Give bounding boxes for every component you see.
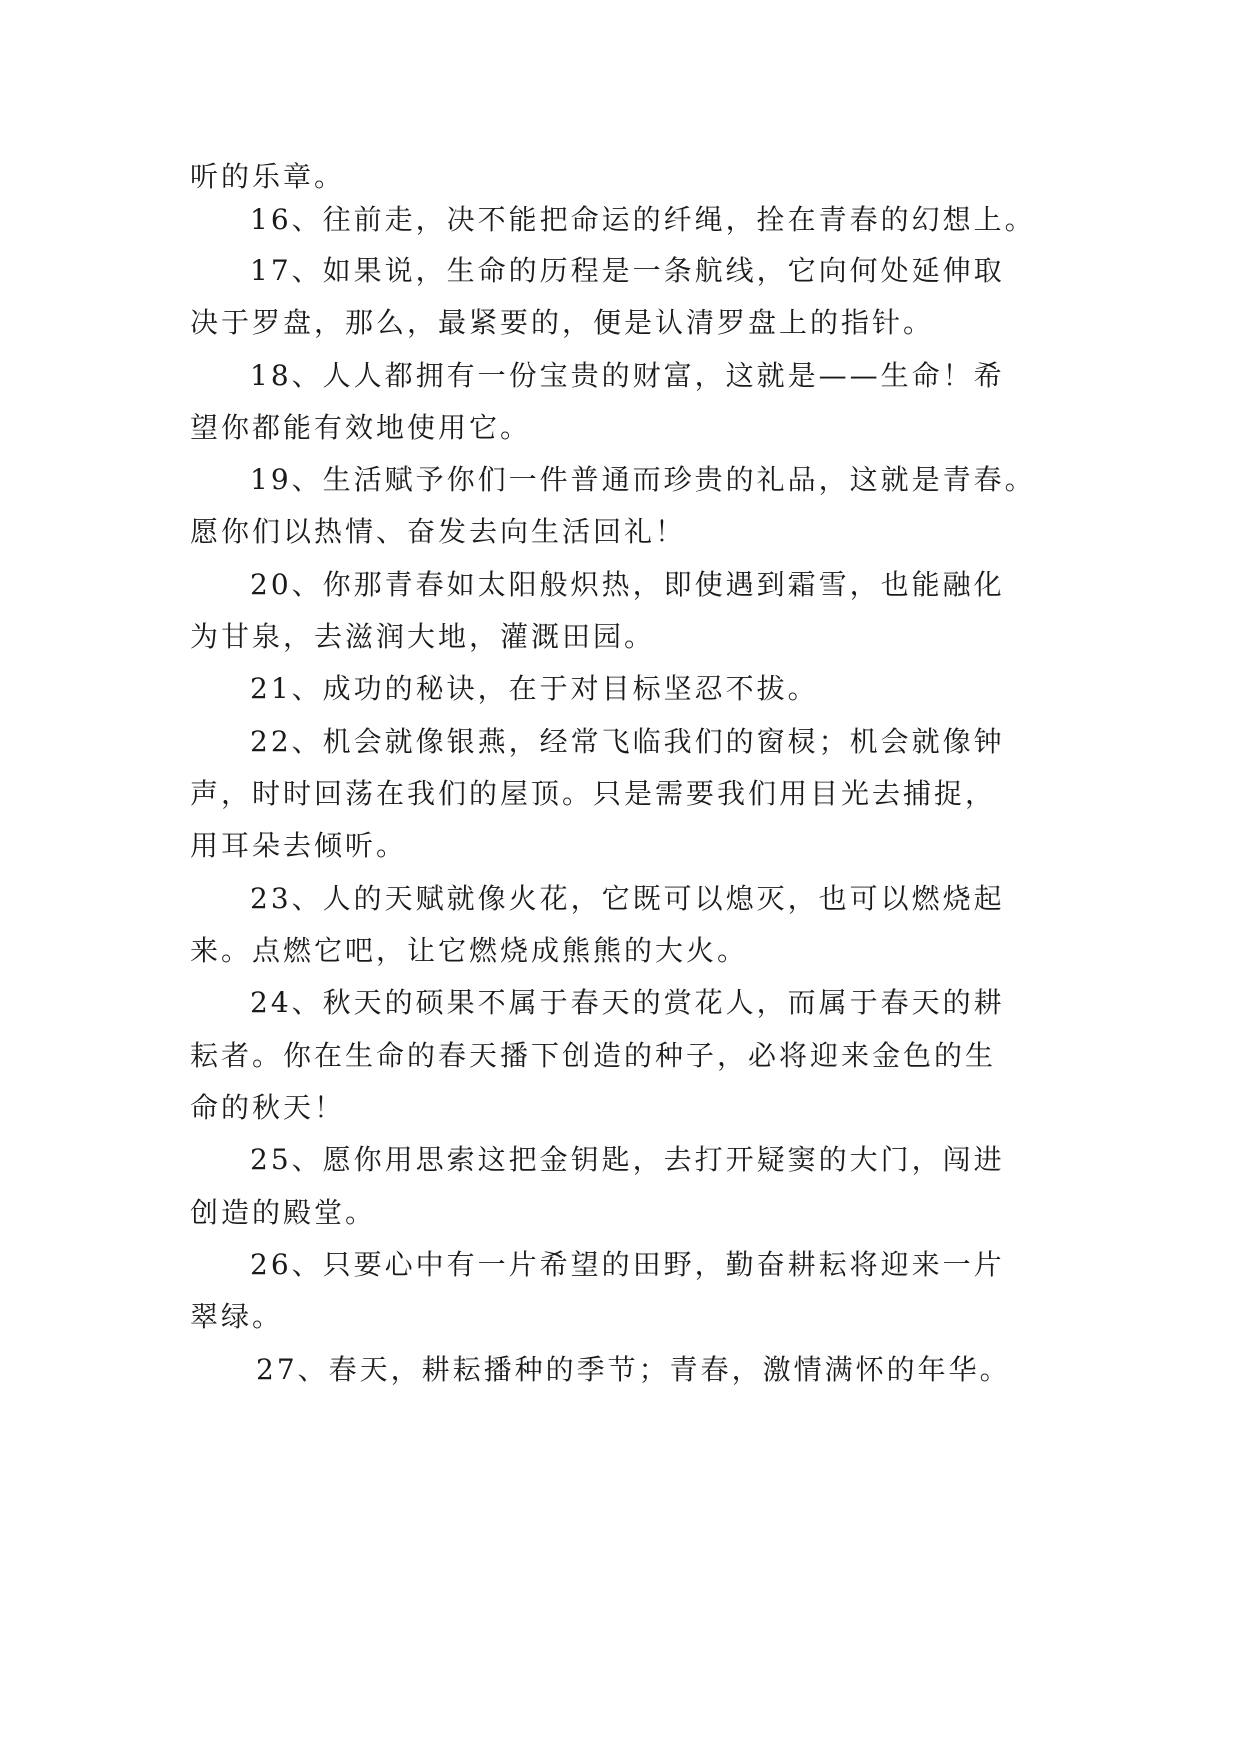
text-line: 愿你们以热情、奋发去向生活回礼！ xyxy=(190,515,687,548)
text-line: 听的乐章。 xyxy=(190,160,346,193)
text-line: 25、愿你用思索这把金钥匙，去打开疑窦的大门，闯进 xyxy=(250,1143,1005,1176)
text-line: 16、往前走，决不能把命运的纤绳，拴在青春的幻想上。 xyxy=(250,203,1036,236)
text-line: 19、生活赋予你们一件普通而珍贵的礼品，这就是青春。 xyxy=(250,463,1036,496)
text-line: 18、人人都拥有一份宝贵的财富，这就是——生命！希 xyxy=(250,359,1005,392)
text-line: 为甘泉，去滋润大地，灌溉田园。 xyxy=(190,620,656,653)
text-line: 17、如果说，生命的历程是一条航线，它向何处延伸取 xyxy=(250,254,1005,287)
text-line: 创造的殿堂。 xyxy=(190,1196,377,1229)
text-line: 24、秋天的硕果不属于春天的赏花人，而属于春天的耕 xyxy=(250,986,1005,1019)
text-line: 望你都能有效地使用它。 xyxy=(190,411,532,444)
text-line: 声，时时回荡在我们的屋顶。只是需要我们用目光去捕捉， xyxy=(190,777,997,810)
text-line: 翠绿。 xyxy=(190,1300,284,1333)
text-line: 耘者。你在生命的春天播下创造的种子，必将迎来金色的生 xyxy=(190,1039,997,1072)
text-line: 21、成功的秘诀，在于对目标坚忍不拔。 xyxy=(250,672,819,705)
text-line: 来。点燃它吧，让它燃烧成熊熊的大火。 xyxy=(190,934,749,967)
text-line: 命的秋天！ xyxy=(190,1091,346,1124)
text-line: 用耳朵去倾听。 xyxy=(190,829,408,862)
text-line: 23、人的天赋就像火花，它既可以熄灭，也可以燃烧起 xyxy=(250,882,1005,915)
text-line: 27、春天，耕耘播种的季节；青春，激情满怀的年华。 xyxy=(256,1353,1011,1386)
text-line: 20、你那青春如太阳般炽热，即使遇到霜雪，也能融化 xyxy=(250,568,1005,601)
text-line: 决于罗盘，那么，最紧要的，便是认清罗盘上的指针。 xyxy=(190,306,935,339)
text-line: 26、只要心中有一片希望的田野，勤奋耕耘将迎来一片 xyxy=(250,1248,1005,1281)
text-line: 22、机会就像银燕，经常飞临我们的窗棂；机会就像钟 xyxy=(250,725,1005,758)
